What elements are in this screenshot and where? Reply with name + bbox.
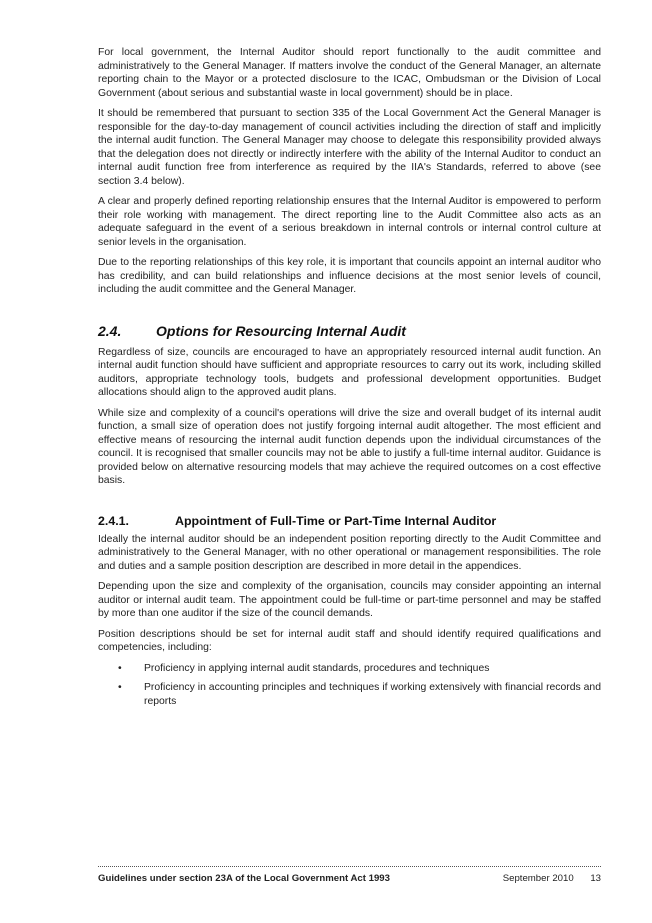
bullet-icon: • bbox=[118, 682, 122, 693]
document-page bbox=[98, 46, 601, 714]
section-2-4-title: Options for Resourcing Internal Audit bbox=[156, 322, 406, 339]
intro-paragraph-1: For local government, the Internal Auditor should report functionally to the audit committee and administratively to the General Manager. If matters involve the conduct of the General Manager, an alternate reporting chain to the Mayor or a protected disclosure to the ICAC, Ombudsman or the Division of Local Government (about serious and substantial waste in local government) should be in place. bbox=[98, 47, 601, 99]
section-2-4-1-paragraph-3: Position descriptions should be set for internal audit staff and should identify required qualifications and competencies, including: bbox=[98, 628, 601, 653]
section-2-4-1-paragraph-1: Ideally the internal auditor should be an independent position reporting directly to the Audit Committee and administratively to the General Manager, with no other operational or management responsibilities. The role and duties and a sample position description are described in more detail in the appendices. bbox=[98, 533, 601, 572]
footer-document-title: Guidelines under section 23A of the Local Government Act 1993 bbox=[98, 873, 390, 884]
section-2-4-heading bbox=[98, 323, 601, 339]
section-2-4-1-heading bbox=[98, 514, 601, 528]
page-number: 13 bbox=[590, 873, 601, 884]
list-item bbox=[98, 662, 601, 676]
section-2-4-paragraph-1: Regardless of size, councils are encouraged to have an appropriately resourced internal audit function. An internal audit function should have sufficient and appropriate resources to carry out its work, including skilled auditors, appropriate technology tools, budgets and professional development opportunities. Budget allocations should align to the approved audit plans. bbox=[98, 346, 601, 398]
intro-paragraph-4: Due to the reporting relationships of this key role, it is important that councils appoint an internal auditor who has credibility, and can build relationships and influence decisions at the most senior levels of council, including the audit committee and the General Manager. bbox=[98, 257, 601, 295]
section-2-4-1-title: Appointment of Full-Time or Part-Time Internal Auditor bbox=[175, 513, 497, 528]
footer-date: September 2010 bbox=[502, 873, 574, 884]
list-item-text: Proficiency in applying internal audit standards, procedures and techniques bbox=[144, 662, 490, 674]
section-2-4-number: 2.4. bbox=[98, 322, 122, 339]
intro-paragraph-3: A clear and properly defined reporting relationship ensures that the Internal Auditor is empowered to perform their role working with management. The direct reporting line to the Audit Committee also acts as an adequate safeguard in the event of a serious breakdown in internal controls or internal control culture at senior levels in the organisation. bbox=[98, 196, 601, 248]
footer-right bbox=[503, 873, 601, 884]
section-2-4-1-paragraph-2: Depending upon the size and complexity of the organisation, councils may consider appointing an internal auditor or internal audit team. The appointment could be full-time or part-time personnel and may be staffed by more than one auditor if the size of the council demands. bbox=[98, 581, 601, 619]
list-item bbox=[98, 681, 601, 708]
list-item-text: Proficiency in accounting principles and techniques if working extensively with financial records and reports bbox=[144, 682, 601, 707]
intro-paragraph-2: It should be remembered that pursuant to section 335 of the Local Government Act the General Manager is responsible for the day-to-day management of council activities including the direction of staff and implicitly the internal audit function. The General Manager may choose to delegate this responsibility provided always that the delegation does not directly or indirectly interfere with the ability of the Internal Auditor to conduct an internal audit function free from interference as required by the IIA's Standards, referred to above (see section 3.4 below). bbox=[98, 108, 601, 187]
bullet-icon: • bbox=[118, 662, 122, 674]
competency-list bbox=[98, 662, 601, 709]
section-2-4-1-number: 2.4.1. bbox=[98, 513, 130, 528]
page-footer bbox=[98, 866, 601, 884]
section-2-4-paragraph-2: While size and complexity of a council's operations will drive the size and overall budget of its internal audit function, a small size of operation does not justify forgoing internal audit altogether. The most efficient and effective means of resourcing the internal audit function depends upon the individual circumstances of the council. It is recognised that smaller councils may not be able to justify a full-time internal auditor. Guidance is provided below on alternative resourcing models that may achieve the required outcomes on a cost effective basis. bbox=[98, 407, 601, 486]
